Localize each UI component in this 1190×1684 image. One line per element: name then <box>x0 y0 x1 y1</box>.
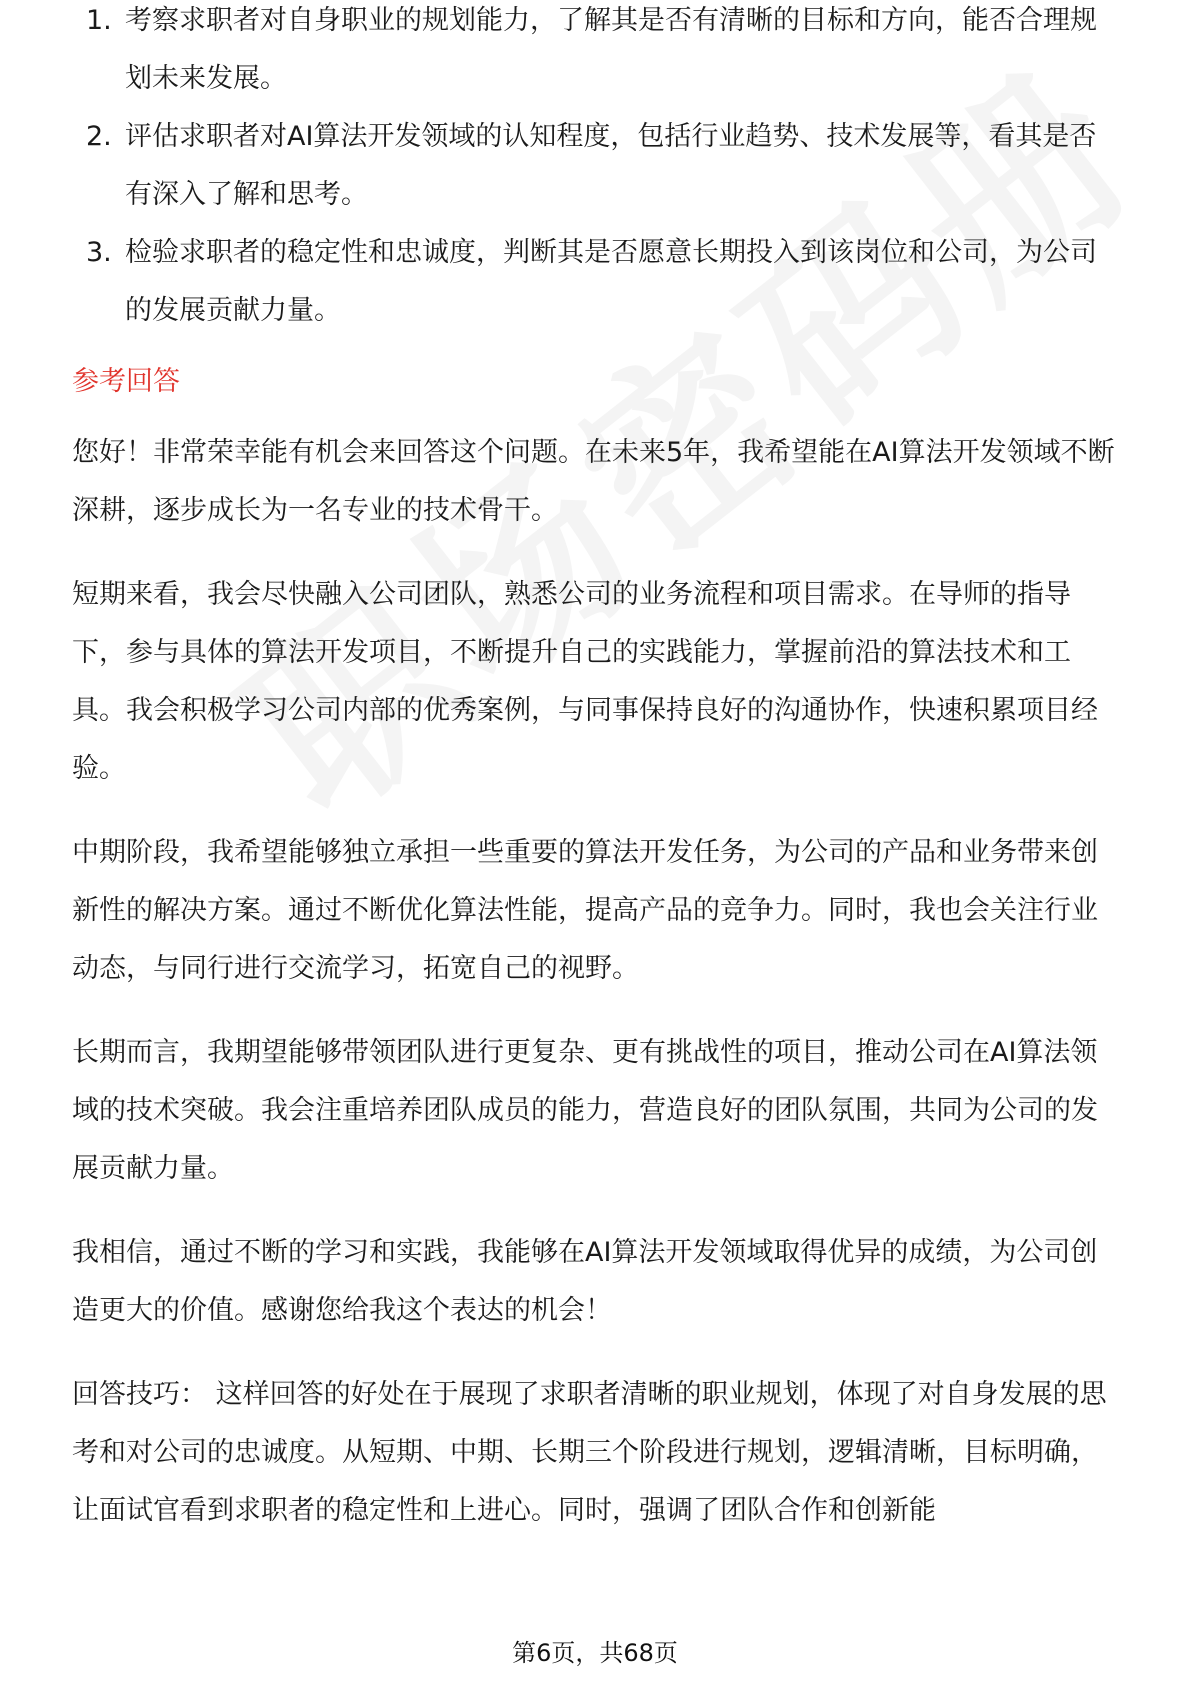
section-title: 参考回答 <box>72 366 180 397</box>
list-item-text: 考察求职者对自身职业的规划能力，了解其是否有清晰的目标和方向，能否合理规划未来发展。 <box>125 5 1097 94</box>
list-item <box>72 108 1122 224</box>
paragraph: 我相信，通过不断的学习和实践，我能够在AI算法开发领域取得优异的成绩，为公司创造更大的价值。感谢您给我这个表达的机会！ <box>72 1237 1098 1326</box>
page-number-footer: 第6页，共68页 <box>512 1639 678 1667</box>
list-item <box>72 0 1122 108</box>
paragraph: 您好！非常荣幸能有机会来回答这个问题。在未来5年，我希望能在AI算法开发领域不断深耕，逐步成长为一名专业的技术骨干。 <box>72 437 1115 526</box>
paragraph: 中期阶段，我希望能够独立承担一些重要的算法开发任务，为公司的产品和业务带来创新性的解决方案。通过不断优化算法性能，提高产品的竞争力。同时，我也会关注行业动态，与同行进行交流学习，拓宽自己的视野。 <box>72 837 1098 984</box>
page-content <box>72 5 1122 1566</box>
numbered-list <box>72 0 1122 340</box>
list-item-number: 2. <box>86 121 112 152</box>
list-item-number: 3. <box>86 237 112 268</box>
list-item <box>72 224 1122 340</box>
paragraph: 短期来看，我会尽快融入公司团队，熟悉公司的业务流程和项目需求。在导师的指导下，参与具体的算法开发项目，不断提升自己的实践能力，掌握前沿的算法技术和工具。我会积极学习公司内部的优秀案例，与同事保持良好的沟通协作，快速积累项目经验。 <box>72 579 1098 784</box>
list-item-text: 检验求职者的稳定性和忠诚度，判断其是否愿意长期投入到该岗位和公司，为公司的发展贡献力量。 <box>125 237 1097 326</box>
paragraph: 长期而言，我期望能够带领团队进行更复杂、更有挑战性的项目，推动公司在AI算法领域的技术突破。我会注重培养团队成员的能力，营造良好的团队氛围，共同为公司的发展贡献力量。 <box>72 1037 1098 1184</box>
paragraph: 回答技巧： 这样回答的好处在于展现了求职者清晰的职业规划，体现了对自身发展的思考和对公司的忠诚度。从短期、中期、长期三个阶段进行规划，逻辑清晰，目标明确，让面试官看到求职者的稳定性和上进心。同时，强调了团队合作和创新能 <box>72 1379 1107 1526</box>
list-item-number: 1. <box>86 5 112 36</box>
list-item-text: 评估求职者对AI算法开发领域的认知程度，包括行业趋势、技术发展等，看其是否有深入了解和思考。 <box>125 121 1097 210</box>
